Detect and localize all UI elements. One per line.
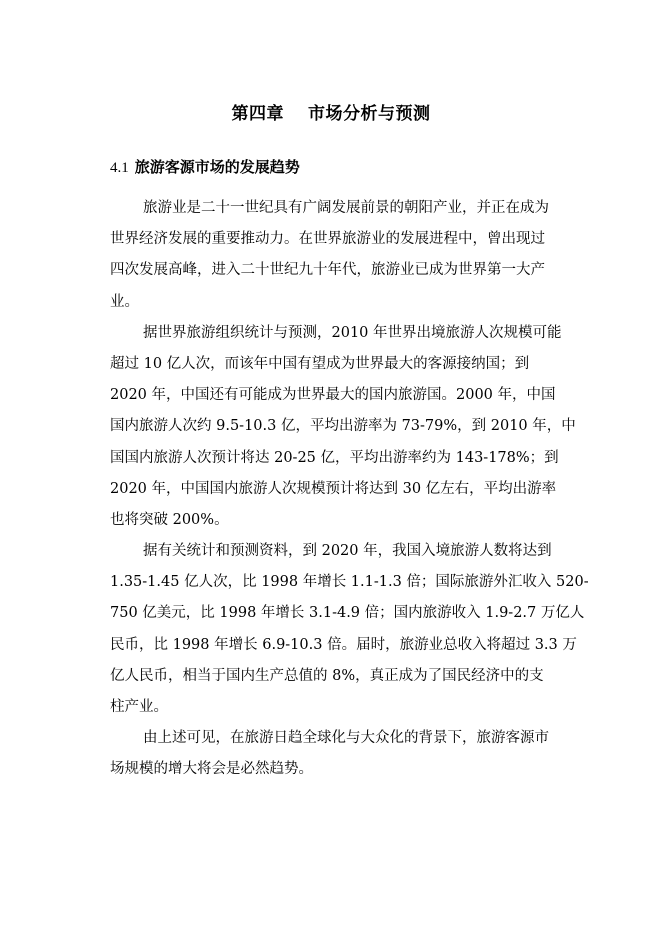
paragraph-1 [110,193,580,318]
paragraph-line: 国内旅游人次约 9.5-10.3 亿，平均出游率为 73-79%，到 2010 年，中 [110,418,576,435]
paragraph-4 [110,723,580,785]
paragraph-line: 由上述可见，在旅游日趋全球化与大众化的背景下，旅游客源市 [143,730,549,747]
section-title: 旅游客源市场的发展趋势 [134,158,300,176]
paragraph-line: 2020 年，中国国内旅游人次规模预计将达到 30 亿左右，平均出游率 [110,480,557,497]
paragraph-line: 750 亿美元，比 1998 年增长 3.1-4.9 倍；国内旅游收入 1.9-2.7 万亿人 [110,605,585,622]
paragraph-line: 亿人民币，相当于国内生产总值的 8%，真正成为了国民经济中的支 [110,667,544,684]
paragraph-line: 据世界旅游组织统计与预测，2010 年世界出境旅游人次规模可能 [143,324,562,341]
paragraph-line: 业。 [110,293,139,310]
paragraph-line: 民币，比 1998 年增长 6.9-10.3 倍。届时，旅游业总收入将超过 3.3 万 [110,636,577,653]
paragraph-line: 也将突破 200%。 [110,511,229,528]
body-text [110,193,589,786]
paragraph-2 [110,318,580,536]
paragraph-line: 1.35-1.45 亿人次，比 1998 年增长 1.1-1.3 倍；国际旅游外汇收入 520- [110,574,589,591]
paragraph-line: 世界经济发展的重要推动力。在世界旅游业的发展进程中，曾出现过 [110,231,545,248]
paragraph-line: 超过 10 亿人次，而该年中国有望成为世界最大的客源接纳国；到 [110,355,530,372]
paragraph-line: 国国内旅游人次预计将达 20-25 亿，平均出游率约为 143-178%；到 [110,449,559,466]
section-heading [110,156,300,179]
paragraph-line: 柱产业。 [110,699,168,715]
section-number: 4.1 [110,160,129,176]
paragraph-3 [110,536,589,723]
paragraph-line: 旅游业是二十一世纪具有广阔发展前景的朝阳产业，并正在成为 [143,200,549,216]
chapter-title: 第四章 市场分析与预测 [231,104,431,124]
paragraph-line: 2020 年，中国还有可能成为世界最大的国内旅游国。2000 年，中国 [110,387,556,404]
paragraph-line: 场规模的增大将会是必然趋势。 [110,761,313,778]
paragraph-line: 四次发展高峰，进入二十世纪九十年代，旅游业已成为世界第一大产 [110,262,545,279]
paragraph-line: 据有关统计和预测资料，到 2020 年，我国入境旅游人数将达到 [143,543,552,560]
